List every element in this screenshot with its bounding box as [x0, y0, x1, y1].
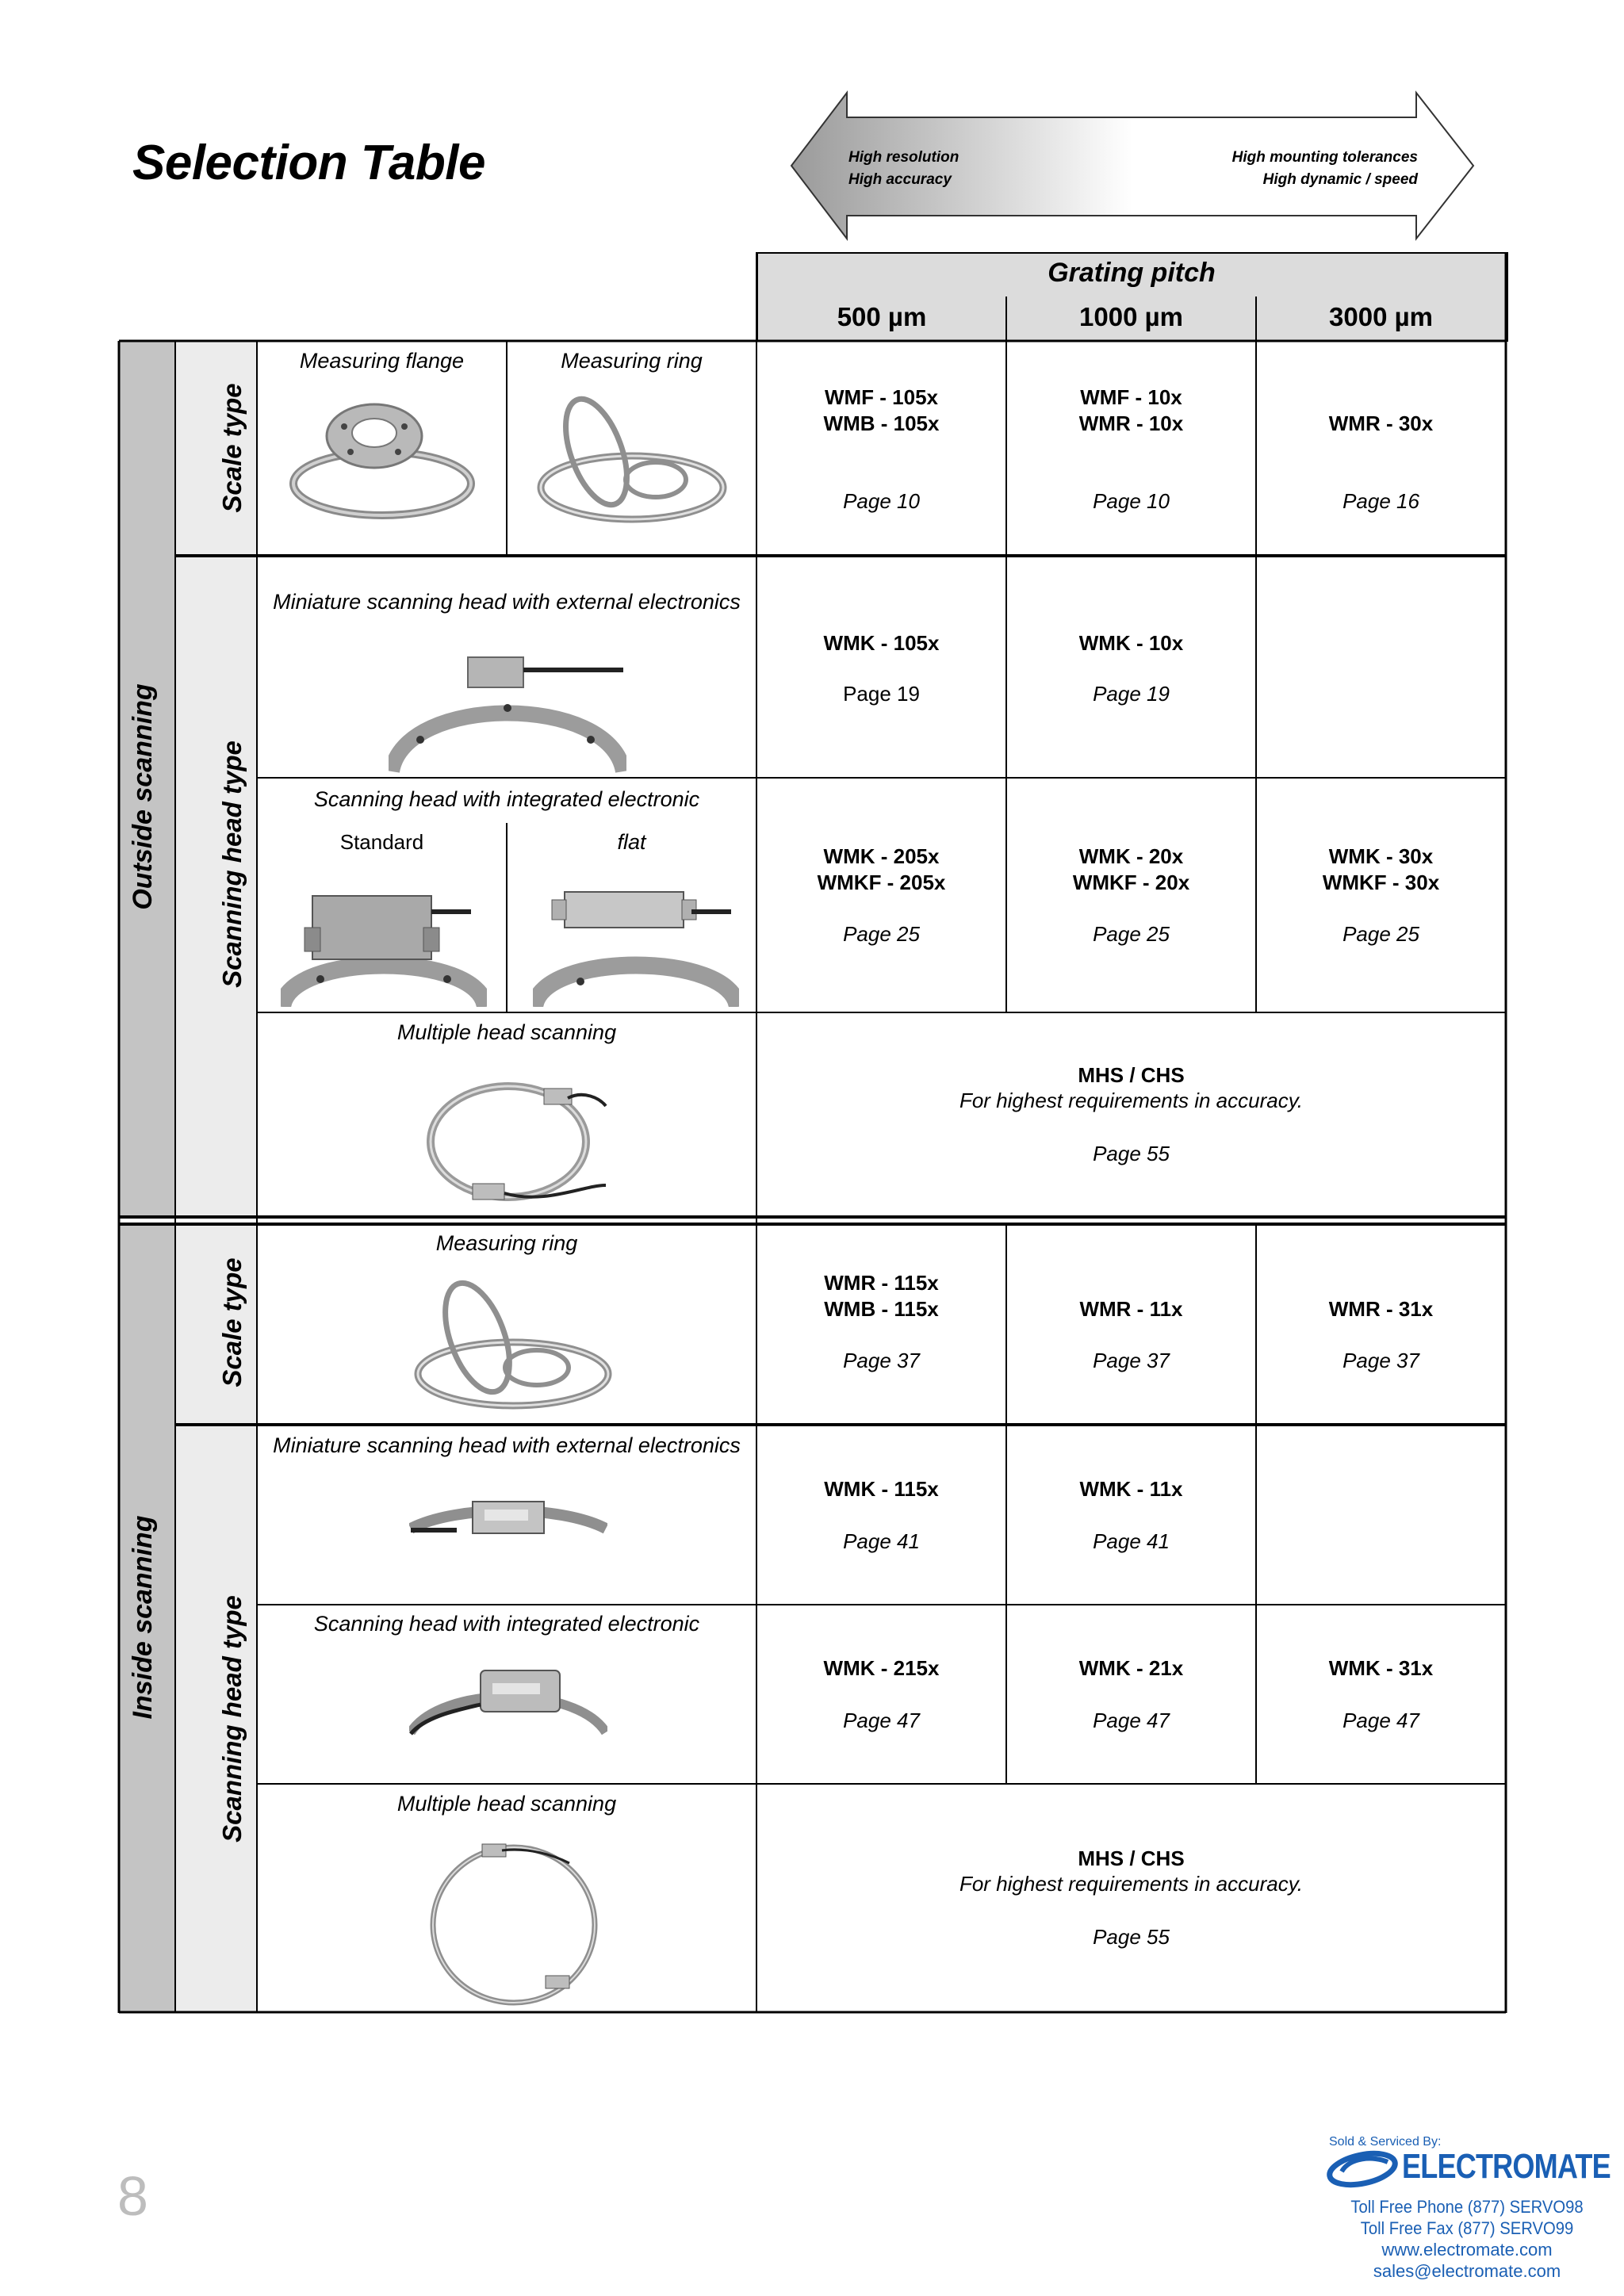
label-scale-type-inside: Scale type [217, 1257, 247, 1387]
out-scale-c1-line1: WMF - 105x [824, 385, 939, 409]
footer-web[interactable]: www.electromate.com [1381, 2240, 1553, 2260]
measuring-flange-image [287, 388, 477, 523]
header-col-1000: 1000 µm [1079, 302, 1183, 331]
in-mini-p1: Page 41 [843, 1529, 920, 1553]
flat-head-image [533, 880, 739, 1007]
multiple-head-image [425, 1066, 607, 1209]
inside-multiple-head-image [427, 1839, 601, 2006]
caption-integrated-head: Scanning head with integrated electronic [313, 787, 700, 811]
in-int-p3: Page 47 [1342, 1709, 1419, 1732]
out-mini-c2: WMK - 10x [1078, 631, 1184, 655]
miniature-head-image [389, 646, 626, 773]
out-int-c3-line1: WMK - 30x [1328, 844, 1434, 868]
caption-measuring-flange: Measuring flange [299, 349, 465, 373]
in-mini-p2: Page 41 [1093, 1529, 1170, 1553]
electromate-logo-icon [1326, 2149, 1402, 2189]
out-scale-c2-line1: WMF - 10x [1080, 385, 1182, 409]
caption-inside-integrated-head: Scanning head with integrated electronic [313, 1612, 700, 1636]
caption-inside-measuring-ring: Measuring ring [435, 1231, 578, 1255]
label-scale-type-outside: Scale type [217, 383, 247, 513]
in-scale-c3: WMR - 31x [1328, 1297, 1434, 1321]
label-head-type-inside: Scanning head type [217, 1595, 247, 1843]
out-scale-p3: Page 16 [1342, 489, 1419, 513]
in-scale-c2: WMR - 11x [1079, 1297, 1183, 1321]
out-int-c1-line1: WMK - 205x [823, 844, 940, 868]
in-multiple-name: MHS / CHS [1078, 1846, 1185, 1870]
label-outside-scanning: Outside scanning [128, 683, 158, 910]
arrow-left-line1: High resolution [848, 149, 959, 166]
out-int-c2-line2: WMKF - 20x [1072, 871, 1190, 894]
label-inside-scanning: Inside scanning [128, 1515, 158, 1720]
out-mini-p1: Page 19 [843, 682, 920, 706]
in-scale-c1-line2: WMB - 115x [824, 1297, 939, 1321]
out-scale-c1-line2: WMB - 105x [823, 411, 940, 435]
out-scale-p1: Page 10 [843, 489, 920, 513]
out-int-p1: Page 25 [843, 922, 920, 946]
arrow-right-line1: High mounting tolerances [1231, 149, 1418, 166]
out-scale-c2-line2: WMR - 10x [1078, 411, 1184, 435]
out-scale-c3: WMR - 30x [1328, 411, 1434, 435]
page-number: 8 [117, 2165, 148, 2227]
header-col-3000: 3000 µm [1329, 302, 1433, 331]
in-multiple-page: Page 55 [1093, 1925, 1170, 1949]
footer-email[interactable]: sales@electromate.com [1373, 2261, 1561, 2281]
out-multiple-name: MHS / CHS [1078, 1063, 1185, 1087]
out-int-p3: Page 25 [1342, 922, 1419, 946]
in-int-p1: Page 47 [843, 1709, 920, 1732]
out-mini-c1: WMK - 105x [823, 631, 940, 655]
footer-sold-by: Sold & Serviced By: [1329, 2135, 1442, 2149]
in-scale-p1: Page 37 [843, 1349, 920, 1372]
out-multiple-page: Page 55 [1093, 1142, 1170, 1165]
page-title: Selection Table [132, 136, 485, 190]
footer-brand: ELECTROMATE [1402, 2147, 1611, 2186]
footer-phone: Toll Free Phone (877) SERVO98 [1350, 2197, 1584, 2217]
in-scale-c1-line1: WMR - 115x [824, 1271, 939, 1295]
in-mini-c1: WMK - 115x [824, 1477, 939, 1501]
standard-head-image [281, 880, 487, 1007]
inside-measuring-ring-image [406, 1272, 620, 1415]
in-int-c3: WMK - 31x [1328, 1656, 1434, 1680]
in-scale-p3: Page 37 [1342, 1349, 1419, 1372]
caption-measuring-ring: Measuring ring [561, 349, 703, 373]
label-head-type-outside: Scanning head type [217, 740, 247, 988]
arrow-right-line2: High dynamic / speed [1262, 171, 1418, 188]
caption-standard: Standard [339, 830, 424, 854]
out-int-p2: Page 25 [1093, 922, 1170, 946]
arrow-left-line2: High accuracy [848, 171, 952, 188]
in-int-c1: WMK - 215x [823, 1656, 940, 1680]
out-int-c1-line2: WMKF - 205x [817, 871, 946, 894]
measuring-ring-image [533, 388, 731, 531]
inside-integrated-head-image [409, 1661, 607, 1740]
out-mini-p2: Page 19 [1093, 682, 1170, 706]
caption-flat: flat [617, 830, 646, 854]
footer-fax: Toll Free Fax (877) SERVO99 [1360, 2218, 1574, 2238]
in-int-c2: WMK - 21x [1078, 1656, 1184, 1680]
header-col-500: 500 µm [837, 302, 927, 331]
in-mini-c2: WMK - 11x [1079, 1477, 1183, 1501]
in-int-p2: Page 47 [1093, 1709, 1170, 1732]
inside-miniature-head-image [409, 1489, 607, 1552]
caption-miniature-head: Miniature scanning head with external electronics [273, 590, 741, 614]
in-scale-p2: Page 37 [1093, 1349, 1170, 1372]
out-int-c2-line1: WMK - 20x [1078, 844, 1184, 868]
caption-multiple-head: Multiple head scanning [396, 1020, 617, 1044]
caption-inside-miniature-head: Miniature scanning head with external electronics [273, 1433, 741, 1457]
out-int-c3-line2: WMKF - 30x [1322, 871, 1440, 894]
caption-inside-multiple-head: Multiple head scanning [396, 1792, 617, 1816]
header-grating-pitch: Grating pitch [1048, 258, 1216, 288]
in-multiple-desc: For highest requirements in accuracy. [959, 1872, 1304, 1896]
out-scale-p2: Page 10 [1093, 489, 1170, 513]
out-multiple-desc: For highest requirements in accuracy. [959, 1089, 1304, 1112]
